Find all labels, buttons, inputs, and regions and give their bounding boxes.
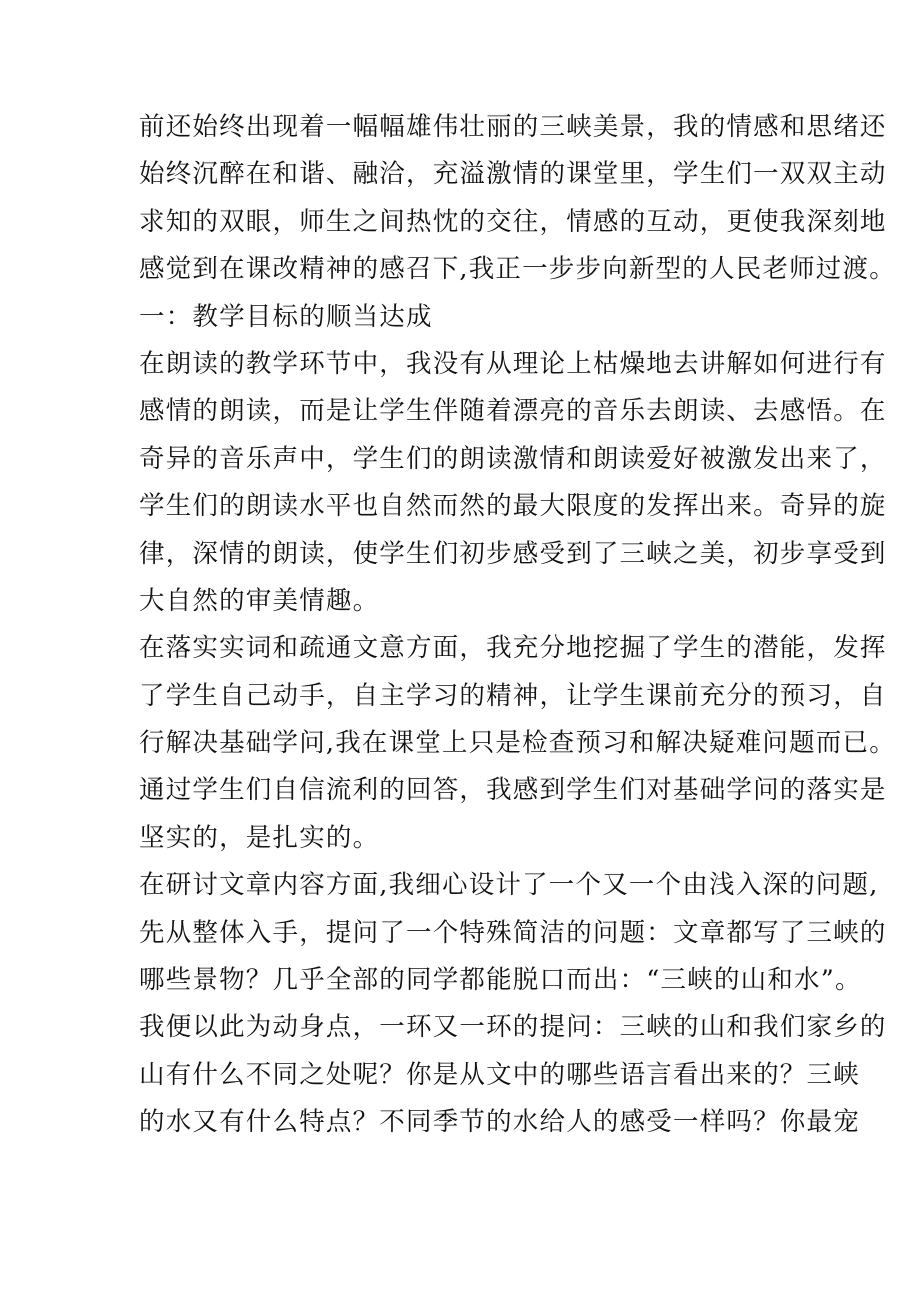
text-line: 坚实的，是扎实的。 — [139, 822, 380, 853]
text-line: 学生们的朗读水平也自然而然的最大限度的发挥出来。奇异的旋 — [139, 491, 887, 522]
text-line: 求知的双眼，师生之间热忱的交往，情感的互动，更使我深刻地 — [139, 206, 887, 237]
text-line: 在朗读的教学环节中，我没有从理论上枯燥地去讲解如何进行有 — [139, 348, 887, 379]
text-line: 哪些景物？几乎全部的同学都能脱口而出：“三峡的山和水”。 — [139, 965, 862, 996]
text-line: 感情的朗读，而是让学生伴随着漂亮的音乐去朗读、去感悟。在 — [139, 396, 887, 427]
text-line: 在落实实词和疏通文意方面，我充分地挖掘了学生的潜能，发挥 — [139, 633, 887, 664]
text-line: 先从整体入手，提问了一个特殊简洁的问题：文章都写了三峡的 — [139, 917, 887, 948]
text-line: 山有什么不同之处呢？你是从文中的哪些语言看出来的？三峡 — [139, 1059, 860, 1090]
text-line: 行解决基础学问,我在课堂上只是检查预习和解决疑难问题而已。 — [139, 728, 896, 759]
text-line: 始终沉醉在和谐、融洽，充溢激情的课堂里，学生们一双双主动 — [139, 159, 887, 190]
body-text — [139, 104, 896, 1147]
text-line: 的水又有什么特点？不同季节的水给人的感受一样吗？你最宠 — [139, 1107, 860, 1138]
text-line: 律，深情的朗读，使学生们初步感受到了三峡之美，初步享受到 — [139, 538, 887, 569]
text-line: 通过学生们自信流利的回答，我感到学生们对基础学问的落实是 — [139, 775, 887, 806]
text-line: 大自然的审美情趣。 — [139, 585, 380, 616]
text-line: 在研讨文章内容方面,我细心设计了一个又一个由浅入深的问题, — [139, 870, 879, 901]
text-line: 了学生自己动手，自主学习的精神，让学生课前充分的预习，自 — [139, 680, 887, 711]
text-line: 感觉到在课改精神的感召下,我正一步步向新型的人民老师过渡。 — [139, 254, 896, 285]
section-heading: 一：教学目标的顺当达成 — [139, 301, 433, 332]
text-line: 我便以此为动身点，一环又一环的提问：三峡的山和我们家乡的 — [139, 1012, 887, 1043]
text-line: 奇异的音乐声中，学生们的朗读激情和朗读爱好被激发出来了， — [139, 443, 887, 474]
text-line: 前还始终出现着一幅幅雄伟壮丽的三峡美景，我的情感和思绪还 — [139, 112, 887, 142]
